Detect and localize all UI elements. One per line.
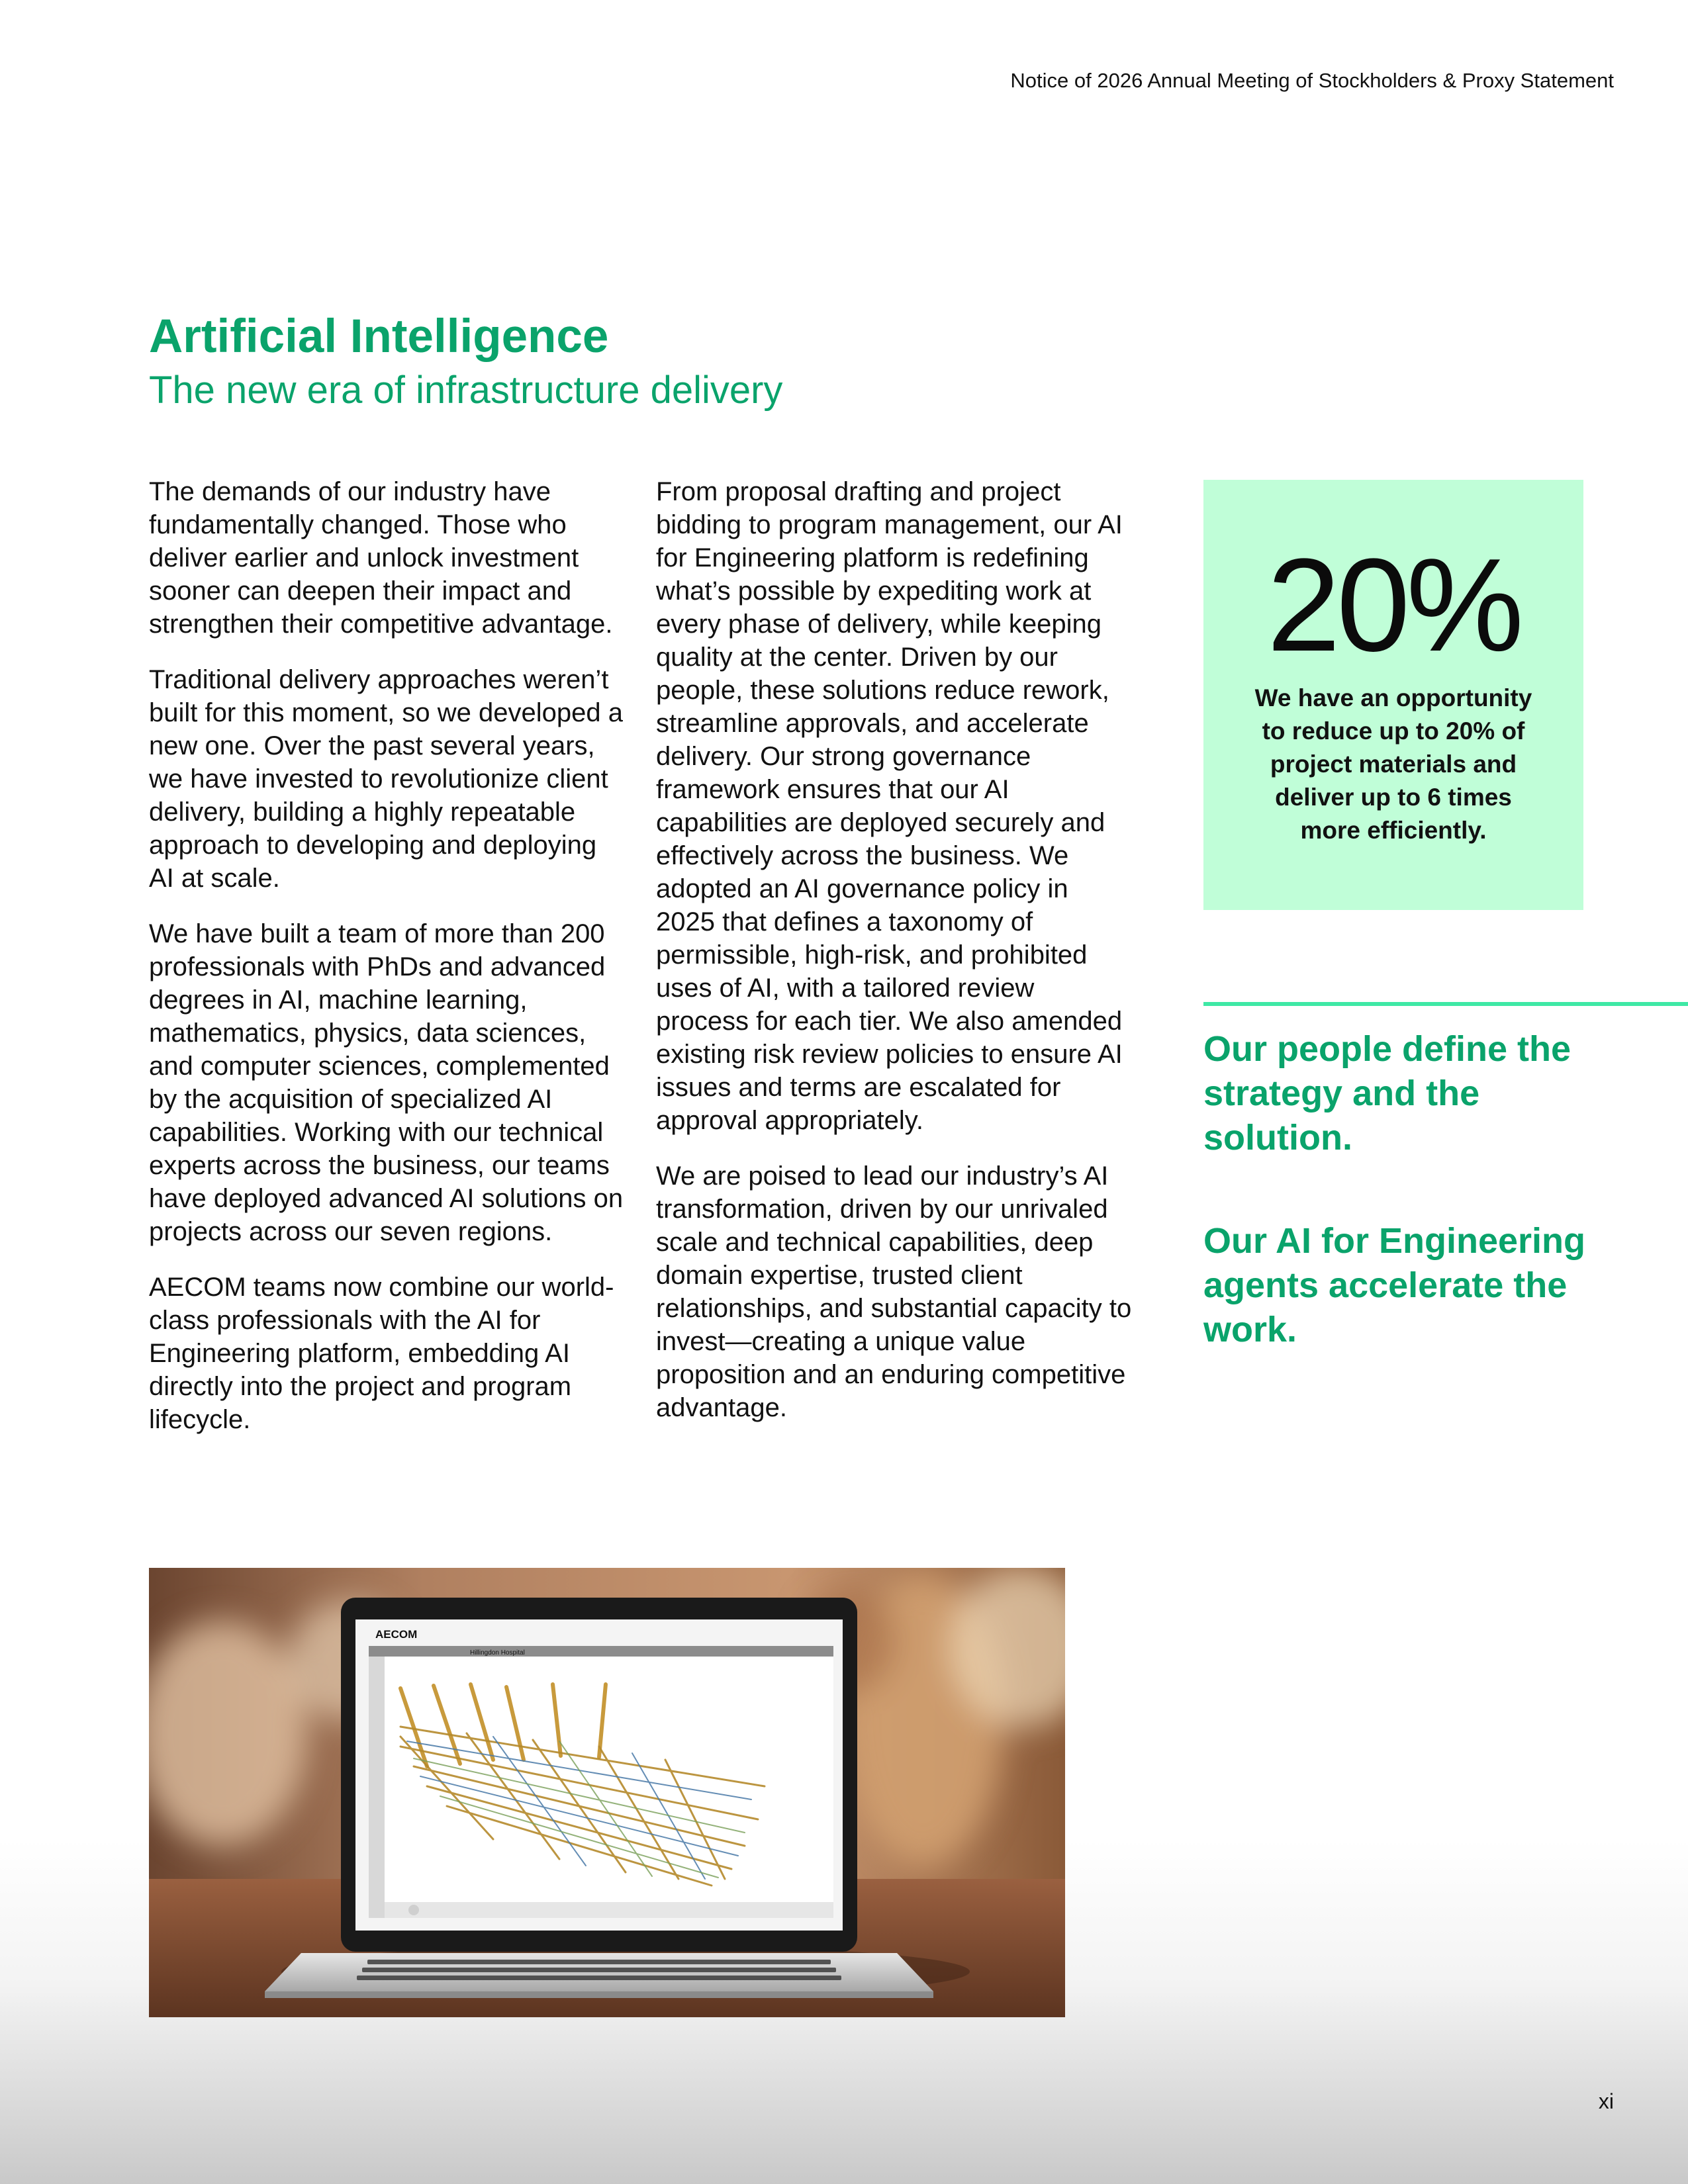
paragraph: The demands of our industry have fundamentally changed. Those who deliver earlier and unlock investment sooner can deepen their impact and strengthen their competitive advantage. bbox=[149, 477, 613, 639]
pull-quote: Our AI for Engineering agents accelerate the work. bbox=[1203, 1221, 1586, 1349]
stat-description: We have an opportunity to reduce up to 20% of project materials and deliver up to 6 times more efficiently. bbox=[1254, 684, 1532, 844]
section-subtitle: The new era of infrastructure delivery bbox=[149, 369, 783, 412]
page-number: xi bbox=[1598, 2089, 1614, 2113]
paragraph: We are poised to lead our industry’s AI transformation, driven by our unrivaled scale and technical capabilities, deep domain expertise, trusted client relationships, and substantial capacity to invest—creating a unique value proposition and an enduring competitive advantage. bbox=[656, 1161, 1132, 1422]
document-header: Notice of 2026 Annual Meeting of Stockholders & Proxy Statement bbox=[1010, 69, 1614, 92]
paragraph: From proposal drafting and project bidding to program management, our AI for Engineering platform is redefining what’s possible by expediting work at every phase of delivery, while keeping quality at the center. Driven by our people, these solutions reduce rework, streamline approvals, and accelerate delivery. Our strong governance framework ensures that our AI capabilities are deployed securely and effectively across the business. We adopted an AI governance policy in 2025 that defines a taxonomy of permissible, high-risk, and prohibited uses of AI, with a tailored review process for each tier. We also amended existing risk review policies to ensure AI issues and terms are escalated for approval appropriately. bbox=[656, 477, 1123, 1135]
section-title: Artificial Intelligence bbox=[149, 310, 609, 363]
paragraph: AECOM teams now combine our world-class professionals with the AI for Engineering platform, embedding AI directly into the project and program lifecycle. bbox=[149, 1273, 614, 1434]
pull-quote: Our people define the strategy and the solution. bbox=[1203, 1029, 1571, 1158]
screen-field: Hillingdon Hospital bbox=[470, 1649, 525, 1657]
paragraph: Traditional delivery approaches weren’t built for this moment, so we developed a new one. Over the past several years, we have invested to revolutionize client delivery, building a highly repeatable approach to developing and deploying AI at scale. bbox=[149, 665, 623, 893]
stat-callout bbox=[1203, 480, 1583, 910]
body-column-middle bbox=[656, 475, 1133, 1447]
stat-value: 20% bbox=[1266, 531, 1521, 679]
laptop-photo bbox=[149, 1568, 1065, 2017]
screen-logo: AECOM bbox=[375, 1628, 418, 1641]
body-column-left bbox=[149, 475, 626, 1459]
divider-rule bbox=[1203, 1002, 1688, 1006]
paragraph: We have built a team of more than 200 professionals with PhDs and advanced degrees in AI, machine learning, mathematics, physics, data sciences, and computer sciences, complemented by the acquisition of specialized AI capabilities. Working with our technical experts across the business, our teams have deployed advanced AI solutions on projects across our seven regions. bbox=[149, 919, 624, 1246]
